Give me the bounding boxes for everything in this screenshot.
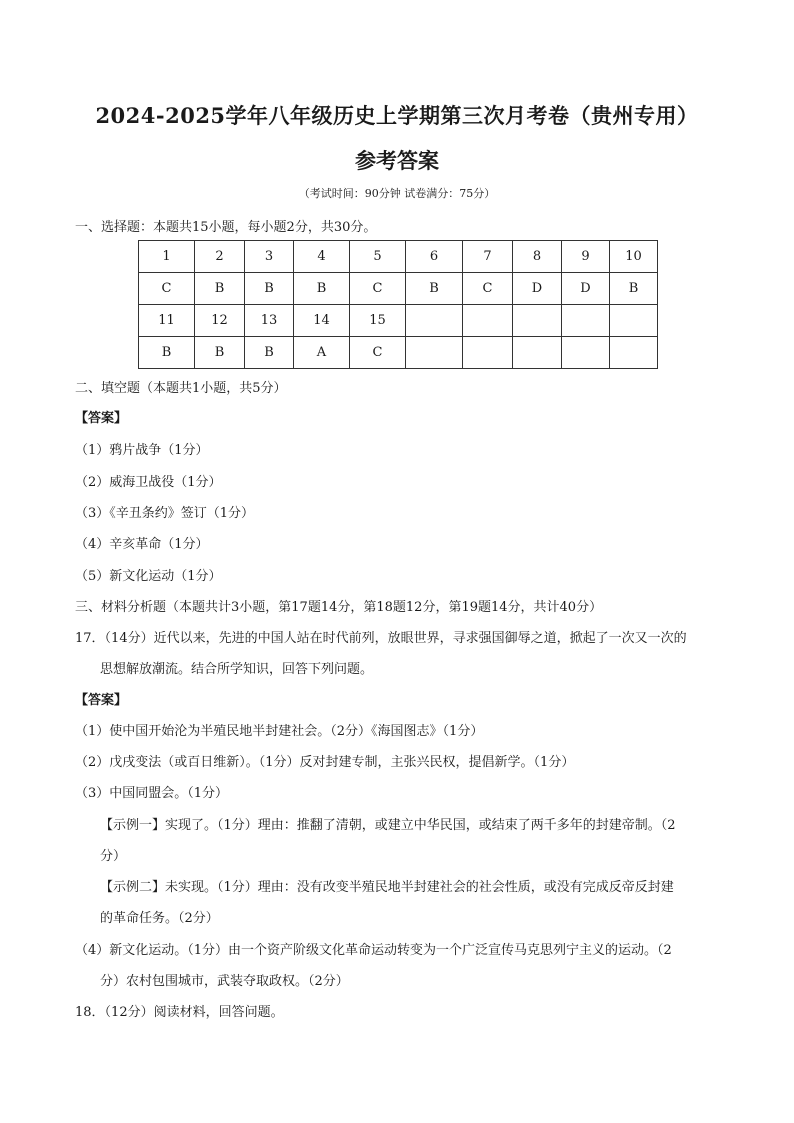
table-cell [463,305,513,337]
q17-answer-3: （3）中国同盟会。（1分） [75,786,229,801]
section2-answer-label: 【答案】 [75,411,128,426]
table-cell: B [245,337,294,369]
q17-example1-line2: 分） [100,849,127,864]
table-cell: B [406,273,463,305]
table-cell: B [195,273,245,305]
table-cell: 12 [195,305,245,337]
table-cell: 15 [350,305,406,337]
fill-answer-4: （4）辛亥革命（1分） [75,537,209,552]
table-cell: D [562,273,610,305]
table-cell: 14 [294,305,350,337]
q17-answer-2: （2）戊戌变法（或百日维新）。（1分）反对封建专制，主张兴民权，提倡新学。（1分） [75,755,575,770]
table-cell: 3 [245,241,294,273]
table-cell: 9 [562,241,610,273]
q17-text-line1: 17．（14分）近代以来，先进的中国人站在时代前列，放眼世界，寻求强国御辱之道，掀起了一次又一次的 [75,631,687,646]
table-cell: 7 [463,241,513,273]
fill-answer-5: （5）新文化运动（1分） [75,569,222,584]
table-cell: 2 [195,241,245,273]
table-row [139,241,658,273]
section3-answer-label: 【答案】 [75,693,128,708]
table-cell: 11 [139,305,195,337]
section3-heading: 三、材料分析题（本题共计3小题，第17题14分，第18题12分，第19题14分，共计40分） [75,600,603,615]
table-cell [610,305,658,337]
table-cell: 13 [245,305,294,337]
table-cell: 5 [350,241,406,273]
fill-answer-3: （3）《辛丑条约》签订（1分） [75,506,255,521]
choice-answer-table [138,240,658,369]
table-row [139,337,658,369]
table-cell [562,305,610,337]
section2-heading: 二、填空题（本题共1小题，共5分） [75,381,287,396]
table-cell: B [195,337,245,369]
q17-answer-1: （1）使中国开始沦为半殖民地半封建社会。（2分）《海国图志》（1分） [75,724,484,739]
table-cell [562,337,610,369]
table-cell: 10 [610,241,658,273]
page-subtitle: 参考答案 [355,148,439,173]
table-cell: C [350,273,406,305]
table-row [139,273,658,305]
table-cell: 6 [406,241,463,273]
q17-answer-4-line2: 分）农村包围城市，武装夺取政权。（2分） [100,974,349,989]
table-cell: B [245,273,294,305]
table-cell: B [294,273,350,305]
fill-answer-1: （1）鸦片战争（1分） [75,443,209,458]
q17-example1-line1: 【示例一】实现了。（1分）理由：推翻了清朝，或建立中华民国，或结束了两千多年的封建帝制。（2 [100,818,676,833]
table-cell: C [463,273,513,305]
table-cell: C [350,337,406,369]
table-row [139,305,658,337]
section1-heading: 一、选择题：本题共15小题，每小题2分，共30分。 [75,220,377,235]
table-cell [463,337,513,369]
table-cell: D [513,273,562,305]
table-cell: A [294,337,350,369]
table-cell: 4 [294,241,350,273]
q17-example2-line1: 【示例二】未实现。（1分）理由：没有改变半殖民地半封建社会的社会性质，或没有完成反帝反封建 [100,880,674,895]
page-title: 2024-2025学年八年级历史上学期第三次月考卷（贵州专用） [95,103,699,128]
table-cell [513,337,562,369]
q18-text: 18．（12分）阅读材料，回答问题。 [75,1005,284,1020]
table-cell [406,305,463,337]
table-cell [406,337,463,369]
table-cell: B [610,273,658,305]
fill-answer-2: （2）威海卫战役（1分） [75,475,222,490]
q17-answer-4-line1: （4）新文化运动。（1分）由一个资产阶级文化革命运动转变为一个广泛宣传马克思列宁主义的运动。（2 [75,943,672,958]
exam-meta: （考试时间：90分钟 试卷满分：75分） [298,187,496,200]
q17-example2-line2: 的革命任务。（2分） [100,911,219,926]
table-cell: C [139,273,195,305]
table-cell: 1 [139,241,195,273]
q17-text-line2: 思想解放潮流。结合所学知识，回答下列问题。 [100,662,374,677]
table-cell [610,337,658,369]
table-cell: B [139,337,195,369]
table-cell: 8 [513,241,562,273]
table-cell [513,305,562,337]
